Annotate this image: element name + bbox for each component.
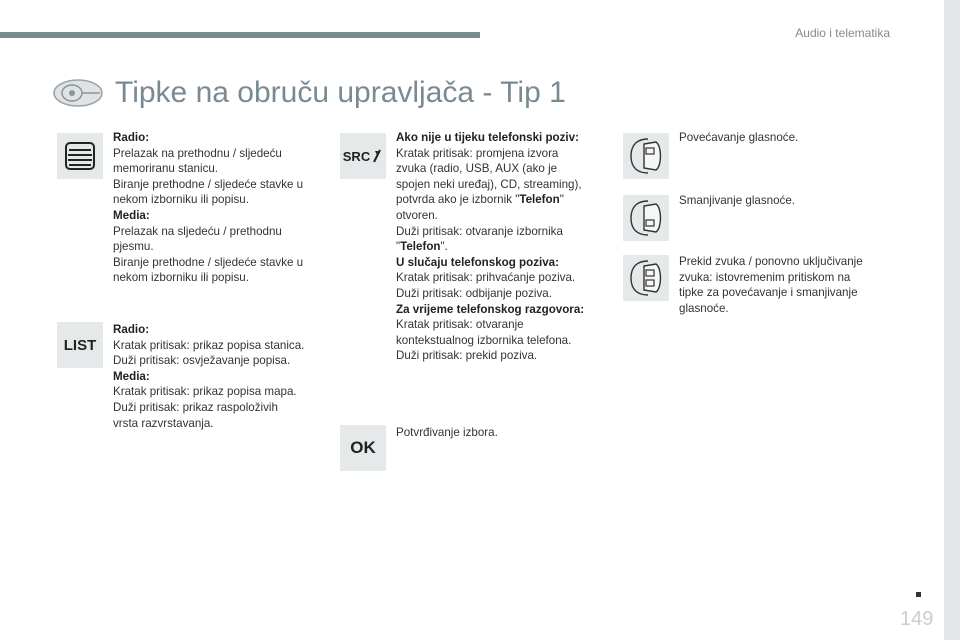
text-line: otvoren.: [396, 208, 438, 222]
volume-down-icon: [626, 198, 666, 238]
radio-heading: Radio:: [113, 323, 150, 336]
text-line: Duži pritisak: prekid poziva.: [396, 349, 538, 363]
text-line: Biranje prethodne / sljedeće stavke u: [113, 255, 304, 269]
radio-media-seek-description: [113, 130, 328, 286]
list-button-label: LIST: [63, 336, 97, 354]
text-line: pjesmu.: [113, 240, 154, 254]
no-call-heading: Ako nije u tijeku telefonski poziv:: [396, 131, 579, 144]
menu-name: Telefon: [400, 240, 441, 254]
list-button: [57, 322, 103, 368]
scroll-wheel-icon: [63, 141, 97, 171]
phone-slash-icon: [371, 148, 383, 164]
media-heading: Media:: [113, 369, 150, 383]
ok-description: [396, 425, 616, 441]
text-line: tipke za povećavanje i smanjivanje: [679, 286, 858, 300]
media-heading: Media:: [113, 208, 150, 222]
text-line: Duži pritisak: prikaz raspoloživih: [113, 400, 278, 414]
page-marker: [916, 592, 921, 597]
text-line: vrsta razvrstavanja.: [113, 416, 214, 430]
text-line: Kratak pritisak: prikaz popisa mapa.: [113, 385, 297, 399]
text-fragment: ": [396, 240, 401, 254]
text-line: [396, 239, 616, 255]
text-line: Prekid zvuka / ponovno uključivanje: [679, 255, 863, 268]
page-title: Tipke na obruču upravljača - Tip 1: [115, 76, 566, 109]
text-line: Potvrđivanje izbora.: [396, 426, 498, 439]
text-line: nekom izborniku ili popisu.: [113, 193, 249, 207]
section-label: Audio i telematika: [795, 26, 890, 40]
src-button-label: SRC: [342, 148, 371, 164]
text-line: Duži pritisak: osvježavanje popisa.: [113, 354, 291, 368]
text-line: [396, 192, 616, 208]
text-line: Prelazak na sljedeću / prethodnu: [113, 224, 282, 238]
text-line: kontekstualnog izbornika telefona.: [396, 333, 572, 347]
volume-up-description: [679, 130, 889, 146]
text-line: Smanjivanje glasnoće.: [679, 194, 796, 207]
text-line: spojen neki uređaj), CD, streaming),: [396, 177, 582, 191]
volume-down-description: [679, 193, 889, 209]
src-button: [340, 133, 386, 179]
volume-down-button: [623, 195, 669, 241]
volume-up-icon: [626, 136, 666, 176]
incoming-call-heading: U slučaju telefonskog poziva:: [396, 255, 559, 269]
src-description: [396, 130, 616, 364]
steering-wheel-icon: [52, 78, 104, 108]
volume-up-button: [623, 133, 669, 179]
text-line: zvuka (radio, USB, AUX (ako je: [396, 162, 558, 176]
text-line: Kratak pritisak: promjena izvora: [396, 146, 559, 160]
mute-button: [623, 255, 669, 301]
side-strip: [944, 0, 960, 640]
text-fragment: ": [559, 193, 564, 207]
text-line: Kratak pritisak: otvaranje: [396, 318, 524, 332]
seek-wheel-button: [57, 133, 103, 179]
text-line: Povećavanje glasnoće.: [679, 131, 799, 144]
text-fragment: potvrda ako je izbornik ": [396, 193, 520, 207]
menu-name: Telefon: [519, 193, 560, 207]
mute-description: [679, 254, 889, 316]
ok-button: [340, 425, 386, 471]
text-line: Prelazak na prethodnu / sljedeću: [113, 146, 282, 160]
text-line: Kratak pritisak: prihvaćanje poziva.: [396, 271, 576, 285]
mute-icon: [626, 258, 666, 298]
during-call-heading: Za vrijeme telefonskog razgovora:: [396, 302, 585, 316]
ok-button-label: OK: [350, 438, 376, 457]
radio-heading: Radio:: [113, 131, 150, 144]
text-line: zvuka: istovremenim pritiskom na: [679, 270, 851, 284]
list-description: [113, 322, 328, 431]
text-line: nekom izborniku ili popisu.: [113, 271, 249, 285]
page-number: 149: [900, 608, 934, 630]
text-fragment: ".: [440, 240, 448, 254]
text-line: memoriranu stanicu.: [113, 162, 219, 176]
header-bar: [0, 32, 480, 38]
text-line: Biranje prethodne / sljedeće stavke u: [113, 177, 304, 191]
text-line: glasnoće.: [679, 301, 729, 315]
text-line: Duži pritisak: odbijanje poziva.: [396, 286, 552, 300]
text-line: Kratak pritisak: prikaz popisa stanica.: [113, 338, 305, 352]
text-line: Duži pritisak: otvaranje izbornika: [396, 224, 563, 238]
